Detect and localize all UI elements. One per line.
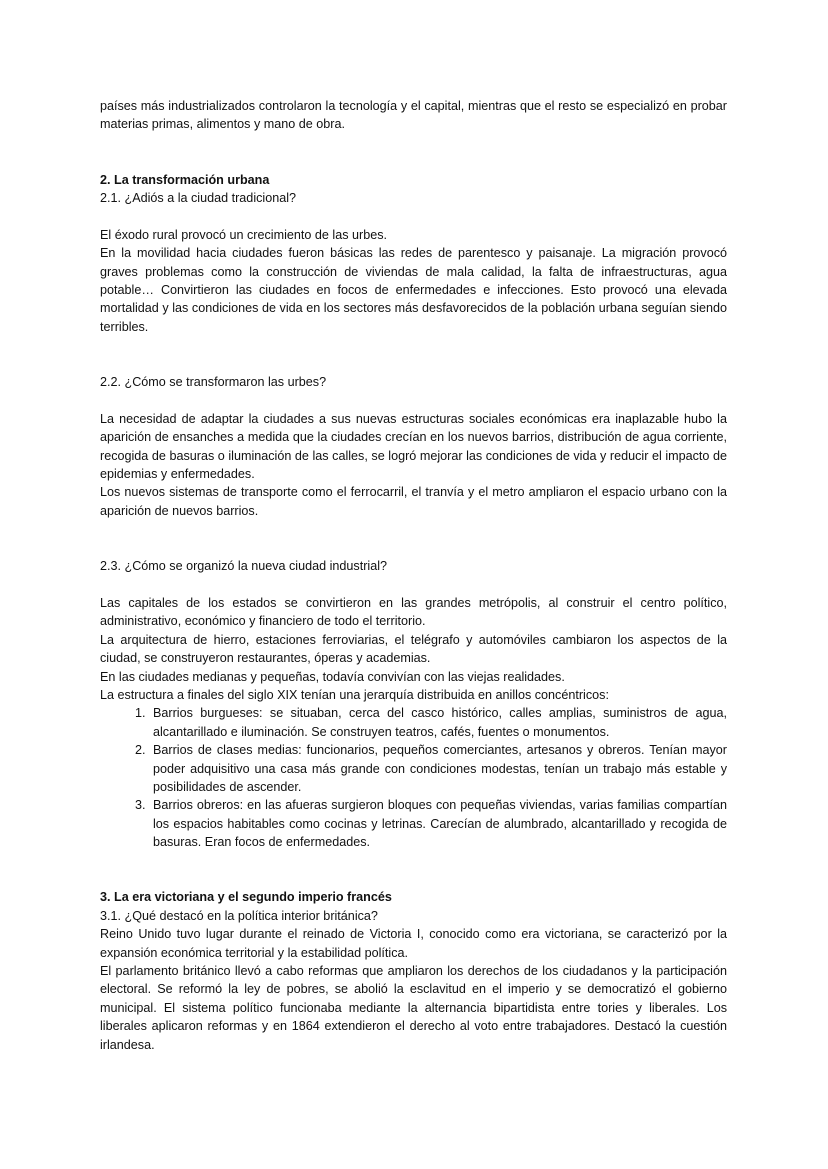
section-2-2-paragraph-1: La necesidad de adaptar la ciudades a sus nuevas estructuras sociales económicas era inaplazable hubo la aparición de ensanches a medida que la ciudades crecían en los nuevos barrios, distribución de agua corriente, recogida de basuras o iluminación de las calles, se logró mejorar las condiciones de vida y reducir el impacto de epidemias y enfermedades. (100, 411, 727, 482)
intro-paragraph: países más industrializados controlaron la tecnología y el capital, mientras que el resto se especializó en probar materias primas, alimentos y mano de obra. (100, 99, 727, 132)
section-2-1-paragraph-2: En la movilidad hacia ciudades fueron básicas las redes de parentesco y paisanaje. La migración provocó graves problemas como la construcción de viviendas de mala calidad, la falta de infraestructuras, agua potable… Convirtieron las ciudades en focos de enfermedades e infecciones. Esto provocó una elevada mortalidad y las condiciones de vida en los sectores más desfavorecidos de la población urbana seguían siendo terribles. (100, 246, 727, 334)
section-2-2-paragraph-2: Los nuevos sistemas de transporte como el ferrocarril, el tranvía y el metro ampliaron el espacio urbano con la aparición de nuevos barrios. (100, 485, 727, 518)
section-2-1-title: 2.1. ¿Adiós a la ciudad tradicional? (100, 191, 297, 206)
section-2-heading: 2. La transformación urbana (100, 172, 270, 187)
section-2-3-paragraph-1: Las capitales de los estados se convirtieron en las grandes metrópolis, al construir el centro político, administrativo, económico y financiero de todo el territorio. (100, 595, 727, 629)
section-2-1-paragraph-1: El éxodo rural provocó un crecimiento de las urbes. (100, 227, 388, 242)
section-3-1-title: 3.1. ¿Qué destacó en la política interior británica? (100, 908, 378, 923)
section-3-1-paragraph-1: Reino Unido tuvo lugar durante el reinado de Victoria I, conocido como era victoriana, se caracterizó por la expansión económica territorial y la estabilidad política. (100, 927, 727, 960)
list-item: 3. Barrios obreros: en las afueras surgieron bloques con pequeñas viviendas, varias familias compartían los espacios habitables como cocinas y letrinas. Carecían de alumbrado, alcantarillado y recogida de basuras. Eran focos de enfermedades. (149, 796, 727, 851)
section-2-3-title: 2.3. ¿Cómo se organizó la nueva ciudad industrial? (100, 559, 388, 574)
section-2-3-paragraph-4: La estructura a finales del siglo XIX tenían una jerarquía distribuida en anillos concéntricos: (100, 687, 609, 702)
section-2-3-paragraph-3: En las ciudades medianas y pequeñas, todavía convivían con las viejas realidades. (100, 669, 565, 684)
list-item: 2. Barrios de clases medias: funcionarios, pequeños comerciantes, artesanos y obreros. Tenían mayor poder adquisitivo una casa más grande con condiciones modestas, tenían un trabajo más estable y posibilidades de ascender. (149, 741, 727, 796)
section-3-heading: 3. La era victoriana y el segundo imperio francés (100, 890, 392, 905)
section-2-3-paragraph-2: La arquitectura de hierro, estaciones ferroviarias, el telégrafo y automóviles cambiaron los aspectos de la ciudad, se construyeron restaurantes, óperas y academias. (100, 632, 727, 666)
section-2-2-title: 2.2. ¿Cómo se transformaron las urbes? (100, 375, 327, 390)
list-item: 1. Barrios burgueses: se situaban, cerca del casco histórico, calles amplias, suministros de agua, alcantarillado e iluminación. Se construyen teatros, cafés, fuentes o monumentos. (149, 704, 727, 741)
neighborhood-list (100, 704, 727, 851)
section-3-1-paragraph-2: El parlamento británico llevó a cabo reformas que ampliaron los derechos de los ciudadanos y la participación electoral. Se reformó la ley de pobres, se abolió la esclavitud en el imperio y se democratizó el gobierno municipal. El sistema político funcionaba mediante la alternancia bipartidista entre tories y liberales. Los liberales aplicaron reformas y en 1864 extendieron el derecho al voto entre trabajadores. Destacó la cuestión irlandesa. (100, 963, 727, 1052)
document-body (100, 97, 727, 1054)
